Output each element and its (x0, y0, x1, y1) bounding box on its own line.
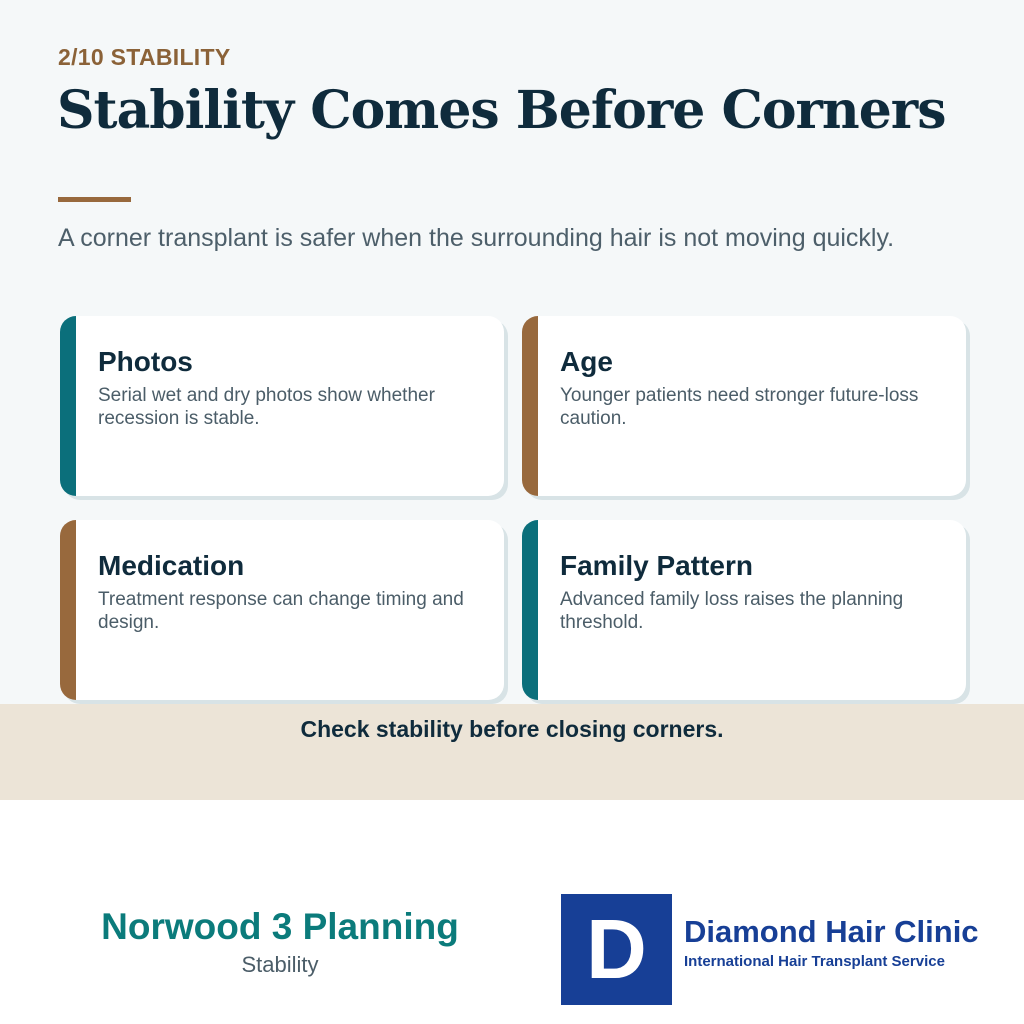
card-accent-bar (60, 520, 76, 700)
card-title: Medication (98, 550, 245, 581)
card-text: Serial wet and dry photos show whether recession is stable. (98, 385, 435, 429)
footer-title: Norwood 3 Planning (101, 906, 459, 947)
card-title: Photos (98, 346, 193, 377)
card-title: Age (560, 346, 613, 377)
logo-letter: D (586, 902, 647, 996)
slide-kicker: 2/10 STABILITY (58, 44, 231, 70)
card-text: Advanced family loss raises the planning threshold. (560, 589, 904, 633)
page-subtitle: A corner transplant is safer when the surrounding hair is not moving quickly. (58, 224, 895, 252)
card-family-pattern (522, 520, 966, 700)
card-title: Family Pattern (560, 550, 753, 581)
card-text: Treatment response can change timing and design. (98, 589, 464, 633)
clinic-tagline: International Hair Transplant Service (684, 953, 945, 970)
card-medication (60, 520, 504, 700)
page-title: Stability Comes Before Corners (57, 80, 946, 141)
clinic-name: Diamond Hair Clinic (684, 914, 979, 949)
footer-subtitle: Stability (241, 952, 319, 977)
card-accent-bar (522, 520, 538, 700)
clinic-logo-mark (561, 894, 672, 1005)
callout-text: Check stability before closing corners. (300, 716, 724, 742)
card-age (522, 316, 966, 496)
card-text: Younger patients need stronger future-loss caution. (560, 385, 919, 429)
card-accent-bar (60, 316, 76, 496)
title-divider (58, 197, 131, 202)
card-photos (60, 316, 504, 496)
card-accent-bar (522, 316, 538, 496)
